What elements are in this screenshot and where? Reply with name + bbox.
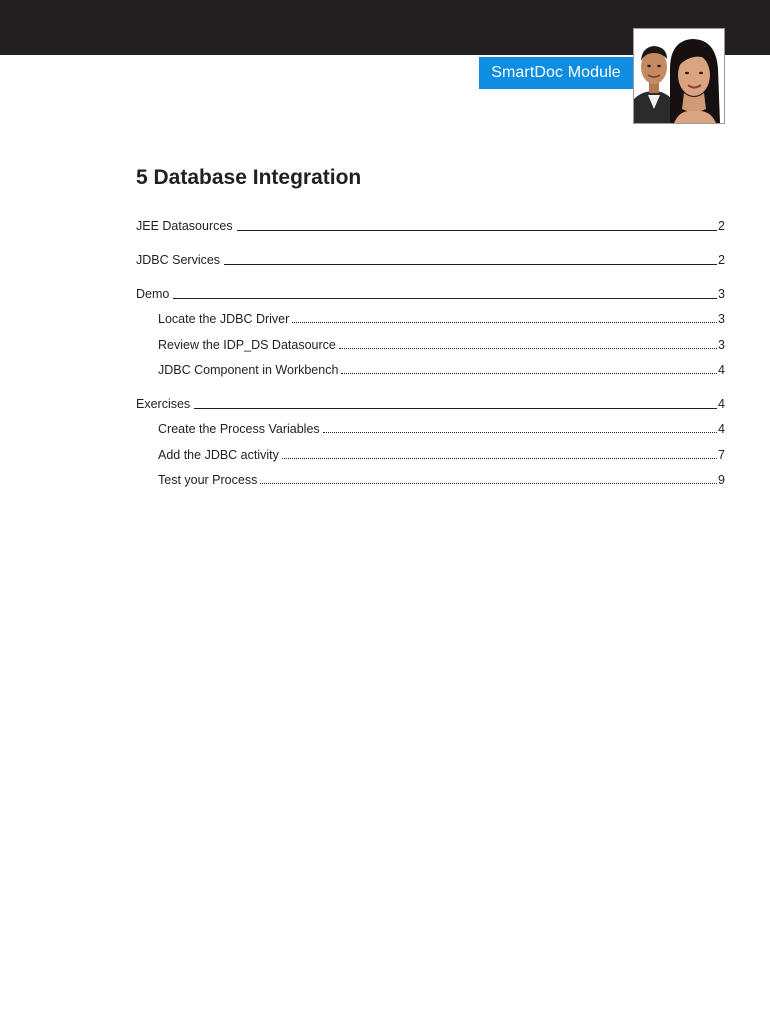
module-badge: SmartDoc Module [479, 57, 633, 89]
toc-entry-label: Locate the JDBC Driver [158, 312, 290, 326]
toc-entry-label: Exercises [136, 397, 191, 411]
toc-page-number: 3 [718, 338, 725, 352]
toc-entry-locate-jdbc-driver[interactable] [158, 309, 725, 327]
toc-page-number: 4 [718, 422, 725, 436]
toc-entry-review-idp-ds[interactable] [158, 335, 725, 353]
toc-page-number: 2 [718, 219, 725, 233]
toc-page-number: 3 [718, 287, 725, 301]
chapter-title: 5 Database Integration [136, 166, 362, 189]
toc-leader-line [224, 263, 717, 265]
toc-entry-create-process-variables[interactable] [158, 419, 725, 437]
toc-leader-line [194, 407, 717, 409]
toc-page-number: 7 [718, 448, 725, 462]
toc-page-number: 4 [718, 363, 725, 377]
toc-entry-label: Create the Process Variables [158, 422, 320, 436]
toc-entry-label: Review the IDP_DS Datasource [158, 338, 336, 352]
toc-entry-jdbc-services[interactable] [136, 250, 725, 268]
toc-leader-dots [282, 457, 717, 459]
toc-entry-exercises[interactable] [136, 394, 725, 412]
toc-leader-dots [292, 321, 717, 323]
toc-entry-label: Add the JDBC activity [158, 448, 279, 462]
toc-leader-line [237, 229, 717, 231]
toc-entry-jee-datasources[interactable] [136, 216, 725, 234]
toc-page-number: 3 [718, 312, 725, 326]
toc-leader-dots [339, 347, 717, 349]
toc-leader-dots [341, 372, 717, 374]
toc-leader-dots [260, 482, 717, 484]
toc-page-number: 4 [718, 397, 725, 411]
toc-entry-label: JDBC Component in Workbench [158, 363, 339, 377]
toc-entry-label: Demo [136, 287, 170, 301]
toc-entry-label: JEE Datasources [136, 219, 233, 233]
toc-entry-jdbc-component[interactable] [158, 360, 725, 378]
toc-leader-dots [323, 431, 717, 433]
toc-page-number: 9 [718, 473, 725, 487]
toc-entry-add-jdbc-activity[interactable] [158, 445, 725, 463]
toc-entry-label: JDBC Services [136, 253, 221, 267]
toc-entry-demo[interactable] [136, 284, 725, 302]
toc-entry-label: Test your Process [158, 473, 258, 487]
toc-leader-line [173, 297, 717, 299]
toc-page-number: 2 [718, 253, 725, 267]
people-photo-icon [633, 28, 725, 124]
toc-entry-test-your-process[interactable] [158, 470, 725, 488]
